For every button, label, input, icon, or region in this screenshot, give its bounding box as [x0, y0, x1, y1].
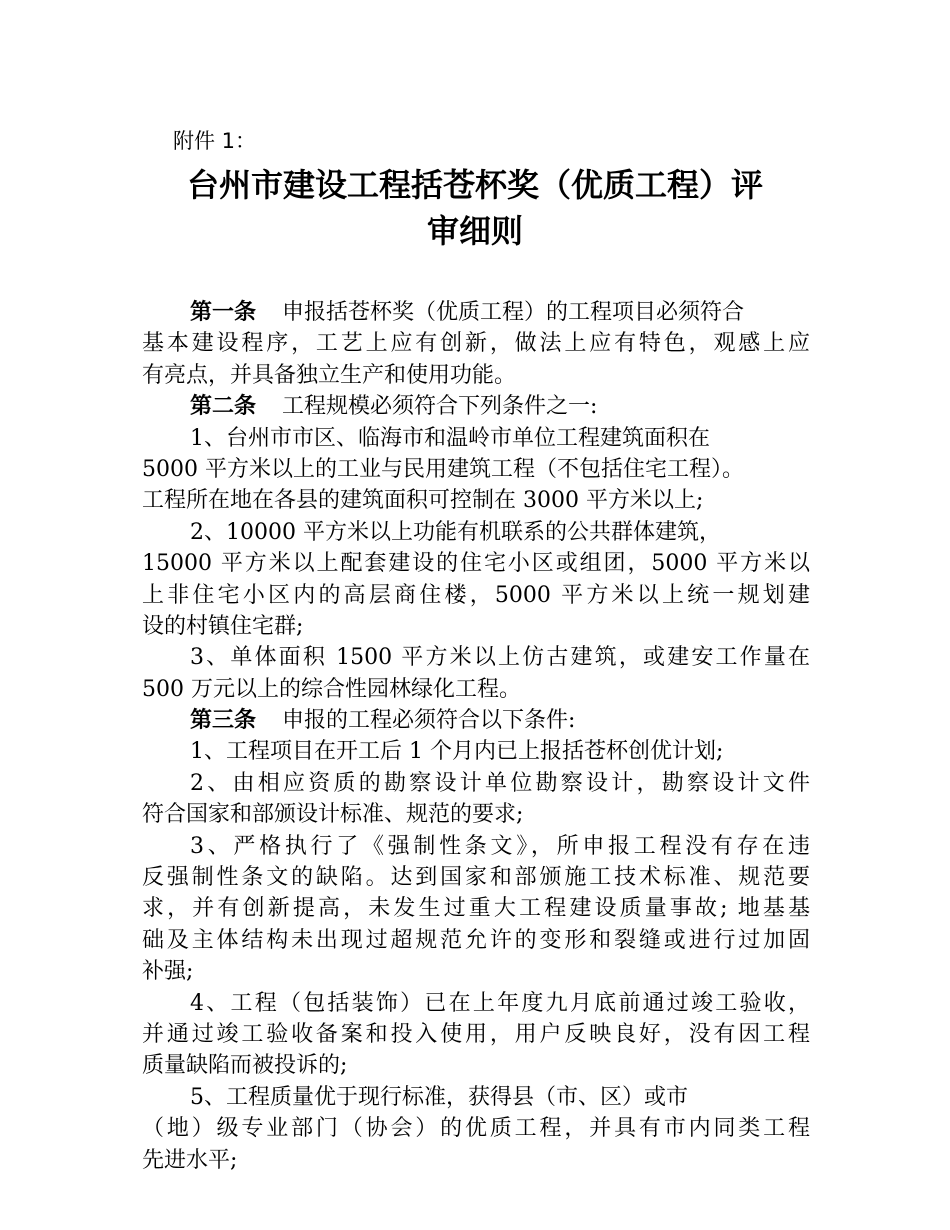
paragraph-line [142, 297, 810, 328]
list-item-line: 础及主体结构未出现过超规范允许的变形和裂缝或进行过加固 [142, 927, 810, 953]
paragraph-text: 申报的工程必须符合以下条件: [282, 708, 576, 734]
list-item-line: 5000 平方米以上的工业与民用建筑工程（不包括住宅工程）。 [142, 456, 744, 482]
paragraph-line [142, 391, 810, 422]
paragraph-line: 基本建设程序，工艺上应有创新，做法上应有特色，观感上应 [142, 331, 810, 357]
document-body [142, 297, 810, 1176]
attachment-label: 附件 1： [173, 129, 257, 153]
paragraph-text: 工程规模必须符合下列条件之一: [282, 394, 598, 420]
list-item-line: 2、10000 平方米以上功能有机联系的公共群体建筑， [190, 519, 721, 545]
list-item-line: 补强; [142, 959, 194, 985]
article-number: 第二条 [190, 394, 257, 420]
list-item-line: 并通过竣工验收备案和投入使用，用户反映良好，没有因工程 [142, 1021, 810, 1047]
title-line-2: 审细则 [426, 212, 523, 250]
list-item-line: 反强制性条文的缺陷。达到国家和部颁施工技术标准、规范要 [142, 865, 810, 891]
article-number: 第一条 [190, 300, 257, 325]
list-item-line: 工程所在地在各县的建筑面积可控制在 3000 平方米以上; [142, 488, 704, 514]
list-item-line: 1、工程项目在开工后 1 个月内已上报括苍杯创优计划; [190, 739, 724, 765]
list-item-line: 上非住宅小区内的高层商住楼，5000 平方米以上统一规划建 [142, 582, 810, 608]
article-3 [142, 705, 810, 1176]
paragraph-text: 申报括苍杯奖（优质工程）的工程项目必须符合 [282, 300, 745, 325]
list-item-line: 先进水平; [142, 1147, 238, 1173]
article-2 [142, 391, 810, 705]
list-item-line: 求，并有创新提高，未发生过重大工程建设质量事故; 地基基 [142, 896, 810, 922]
list-item-line: （地）级专业部门（协会）的优质工程，并具有市内同类工程 [142, 1116, 810, 1142]
article-1 [142, 297, 810, 391]
list-item-line: 5、工程质量优于现行标准，获得县（市、区）或市 [190, 1084, 688, 1110]
paragraph-line: 有亮点，并具备独立生产和使用功能。 [142, 362, 517, 388]
list-item-line: 4、工程（包括装饰）已在上年度九月底前通过竣工验收， [190, 990, 810, 1016]
article-number: 第三条 [190, 708, 257, 734]
list-item-line: 500 万元以上的综合性园林绿化工程。 [142, 676, 521, 702]
list-item-line: 3、严格执行了《强制性条文》，所申报工程没有存在违 [190, 833, 810, 859]
list-item-line: 设的村镇住宅群; [142, 613, 304, 639]
paragraph-line [142, 705, 810, 736]
list-item-line: 质量缺陷而被投诉的; [142, 1053, 348, 1079]
title-line-1: 台州市建设工程括苍杯奖（优质工程）评 [186, 166, 763, 204]
list-item-line: 2、由相应资质的勘察设计单位勘察设计，勘察设计文件 [190, 770, 810, 796]
list-item-line: 15000 平方米以上配套建设的住宅小区或组团，5000 平方米以 [142, 551, 810, 577]
list-item-line: 符合国家和部颁设计标准、规范的要求; [142, 802, 524, 828]
document-title [142, 162, 808, 254]
list-item-line: 3、单体面积 1500 平方米以上仿古建筑，或建安工作量在 [190, 645, 810, 671]
list-item-line: 1、台州市市区、临海市和温岭市单位工程建筑面积在 [190, 425, 710, 451]
